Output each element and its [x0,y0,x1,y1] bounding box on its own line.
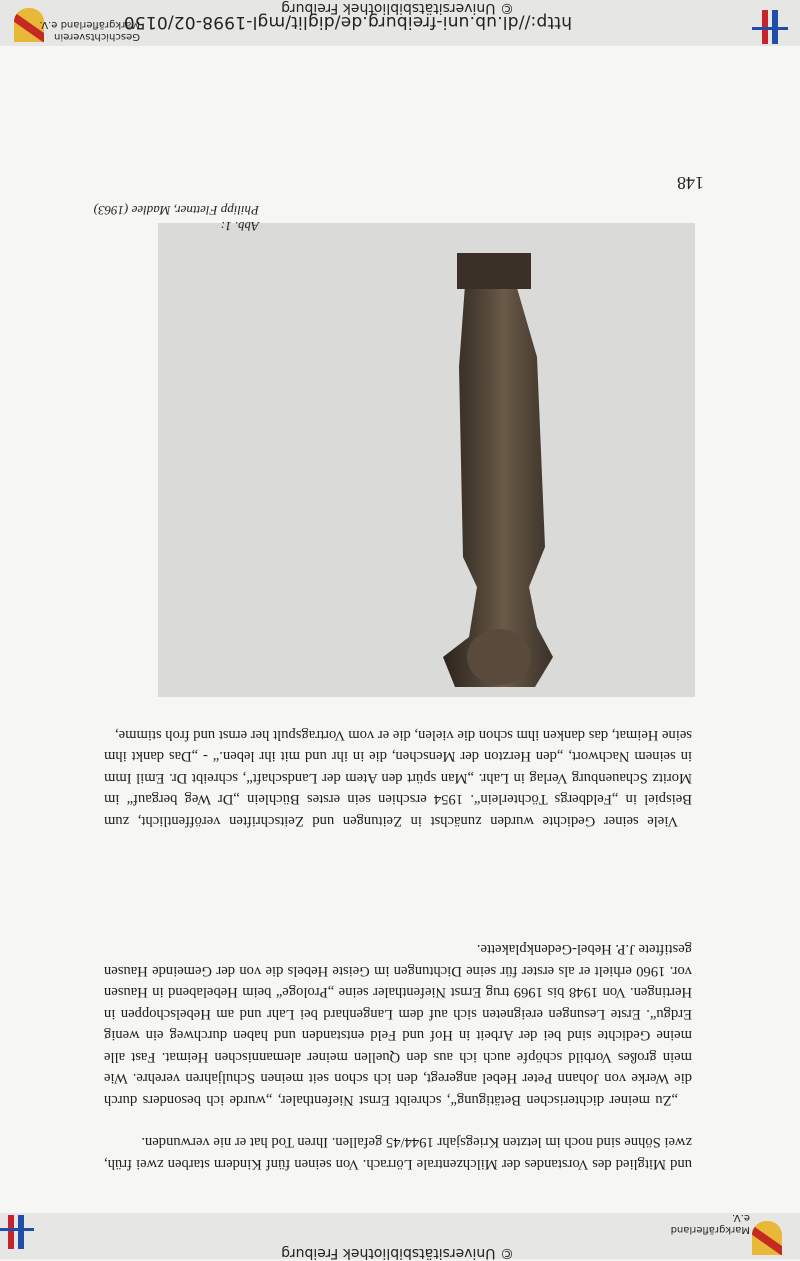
digitization-url-link[interactable]: http://dl.ub.uni-freiburg.de/diglit/mgl-1998-02/0150 [123,12,572,32]
page-number: 148 [677,173,704,193]
crest-icon [752,1221,782,1255]
university-library-logo-icon [0,1215,38,1259]
footer-copyright: © Universitätsbibliothek Freiburg [281,0,514,16]
paragraph-1: und Mitglied des Vorstandes der Milchzentrale Lörrach. Von seinen fünf Kindern starben zwei früh, zwei Söhne sind noch im letzten Kriegsjahr 1944/45 gefallen. Ihren Tod hat er nie verwunden. [104,1134,692,1172]
library-header-bar [0,1213,800,1259]
sculpture-photo [158,223,695,697]
society-logo [660,1213,790,1259]
header-copyright: © Universitätsbibliothek Freiburg [281,1245,514,1261]
header-society-text: Markgräflerland e.V. [670,1212,750,1235]
paragraph-2: „Zu meiner dichterischen Betätigung“, schreibt Ernst Niefenthaler, „wurde ich besonders durch die Werke von Johann Peter Hebel angeregt, den ich schon seit meinen Schuljahren verehre. Wie mein großes Vorbild schöpfe auch ich aus den Quellen meiner alemannischen Heimat. Fast alle meine Gedichte sind bei der Arbeit in Hof und Feld entstanden und haben durchweg ein wenig Erdgu“. Erste Lesungen ereigneten sich auf dem Langenhard bei Lahr und am Hebelschoppen in Hertingen. Von 1948 bis 1969 trug Ernst Niefenthaler seine „Prologe“ beim Hebelabend in Hausen vor. 1960 erhielt er als erster für seine Dichtungen im Geiste Hebels die von der Gemeinde Hausen gestiftete J.P. Hebel-Gedenkplakette. [104,941,692,1108]
paragraph-3: Viele seiner Gedichte wurden zunächst in Zeitungen und Zeitschriften veröffentlicht, zum Beispiel in „Feldbergs Töchterlein“. 1954 erschien sein erstes Büchlein „Dr Weg bergauf“ im Moritz Schauenburg Verlag in Lahr. „Man spürt den Atem der Landschaft“, schreibt Dr. Emil Imm in seinem Nachwort, „den Herzton der Menschen, die in ihr und mit ihr leben.“ - „Das dankt ihm seine Heimat, das danken ihm schon die vielen, die er vom Vortragspult her ernst und froh stimme, [104,727,692,829]
wooden-madonna-figure-image [158,223,695,697]
caption-title: Philipp Flettner, Madlee (1963) [93,203,259,218]
library-footer-bar [0,0,800,46]
figure-caption [69,202,259,234]
university-library-logo-icon [748,0,792,44]
footer-society-text: Geschichtsverein Markgräflerland e.V. [39,19,140,42]
society-logo [10,0,140,46]
caption-label: Abb. 1: [220,219,259,234]
